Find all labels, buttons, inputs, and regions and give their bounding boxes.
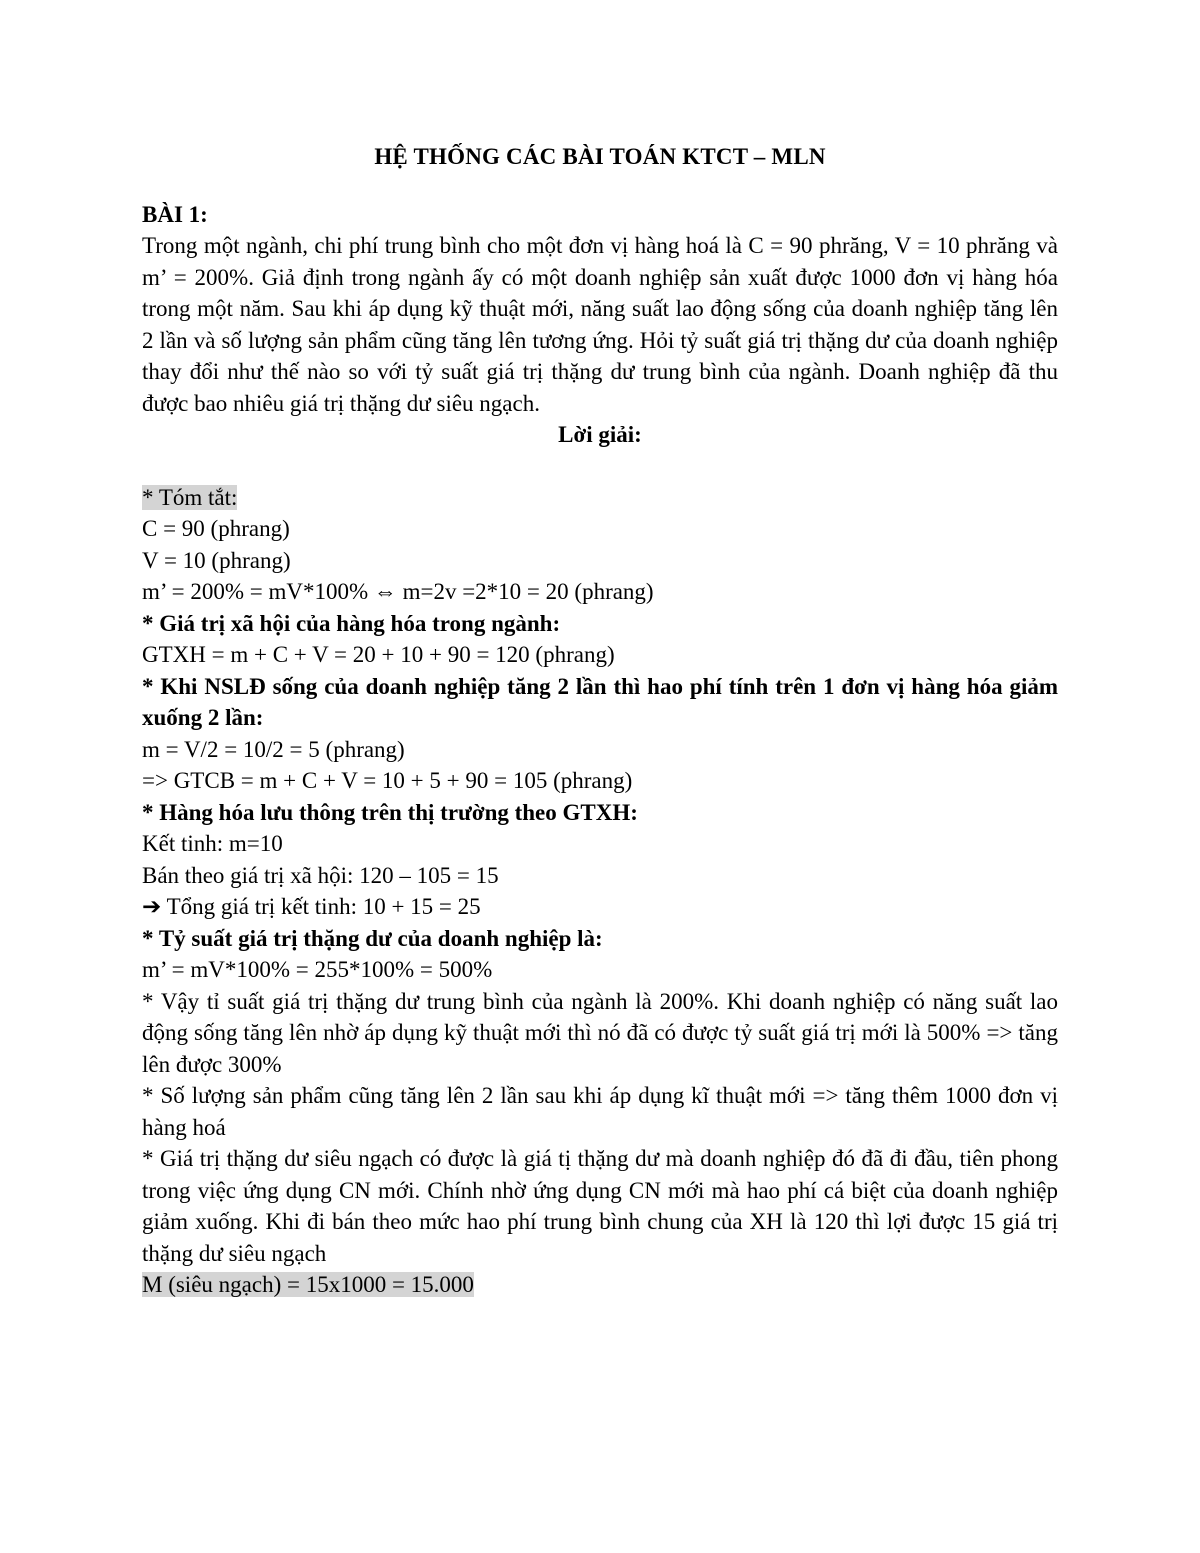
given-m-rate: m’ = 200% = mV*100% ⇔ m=2v =2*10 = 20 (phrang) bbox=[142, 579, 654, 604]
solution-body bbox=[142, 482, 1058, 1301]
productivity-heading: * Khi NSLĐ sống của doanh nghiệp tăng 2 lần thì hao phí tính trên 1 đơn vị hàng hóa giảm xuống 2 lần: bbox=[142, 673, 1058, 730]
document-title: HỆ THỐNG CÁC BÀI TOÁN KTCT – MLN bbox=[374, 144, 826, 169]
given-v: V = 10 (phrang) bbox=[142, 547, 291, 573]
summary-heading: * Tóm tắt: bbox=[142, 484, 238, 510]
surplus-rate-heading: * Tỷ suất giá trị thặng dư của doanh nghiệp là: bbox=[142, 925, 603, 951]
conclusion-rate: * Vậy tỉ suất giá trị thặng dư trung bình của ngành là 200%. Khi doanh nghiệp có năng suất lao động sống tăng lên nhờ áp dụng kỹ thuật mới thì nó đã có được tỷ suất giá trị mới là 500% => tăng lên được 300% bbox=[142, 988, 1058, 1077]
social-value-formula: GTXH = m + C + V = 20 + 10 + 90 = 120 (phrang) bbox=[142, 642, 615, 667]
final-answer: M (siêu ngạch) = 15x1000 = 15.000 bbox=[142, 1272, 474, 1297]
document-page bbox=[142, 141, 1058, 1301]
solution-title: Lời giải: bbox=[558, 422, 642, 447]
crystallized-value: Kết tinh: m=10 bbox=[142, 831, 283, 856]
new-m-formula: m = V/2 = 10/2 = 5 (phrang) bbox=[142, 736, 405, 762]
surplus-rate-formula: m’ = mV*100% = 255*100% = 500% bbox=[142, 957, 493, 982]
given-c: C = 90 (phrang) bbox=[142, 516, 290, 541]
problem-heading: BÀI 1: bbox=[142, 201, 208, 227]
conclusion-excess-surplus: * Giá trị thặng dư siêu ngạch có được là giá tị thặng dư mà doanh nghiệp đó đã đi đầu, tiên phong trong việc ứng dụng CN mới. Chính nhờ ứng dụng CN mới mà hao phí cá biệt của doanh nghiệp giảm xuống. Khi đi bán theo mức hao phí trung bình chung của XH là 120 thì lợi được 15 giá trị thặng dư siêu ngạch bbox=[142, 1146, 1058, 1266]
circulation-heading: * Hàng hóa lưu thông trên thị trường theo GTXH: bbox=[142, 799, 638, 825]
social-value-heading: * Giá trị xã hội của hàng hóa trong ngành: bbox=[142, 610, 561, 636]
individual-value-formula: => GTCB = m + C + V = 10 + 5 + 90 = 105 (phrang) bbox=[142, 768, 633, 793]
problem-text: Trong một ngành, chi phí trung bình cho một đơn vị hàng hoá là C = 90 phrăng, V = 10 phrăng và m’ = 200%. Giả định trong ngành ấy có một doanh nghiệp sản xuất được 1000 đơn vị hàng hóa trong một năm. Sau khi áp dụng kỹ thuật mới, năng suất lao động sống của doanh nghiệp tăng lên 2 lần và số lượng sản phẩm cũng tăng lên tương ứng. Hỏi tỷ suất giá trị thặng dư của doanh nghiệp thay đổi như thế nào so với tỷ suất giá trị thặng dư trung bình của ngành. Doanh nghiệp đã thu được bao nhiêu giá trị thặng dư siêu ngạch. bbox=[142, 233, 1058, 416]
total-crystallized-value: ➔ Tổng giá trị kết tinh: 10 + 15 = 25 bbox=[142, 894, 481, 919]
conclusion-quantity: * Số lượng sản phẩm cũng tăng lên 2 lần sau khi áp dụng kĩ thuật mới => tăng thêm 1000 đơn vị hàng hoá bbox=[142, 1083, 1058, 1140]
social-sale-value: Bán theo giá trị xã hội: 120 – 105 = 15 bbox=[142, 862, 499, 888]
